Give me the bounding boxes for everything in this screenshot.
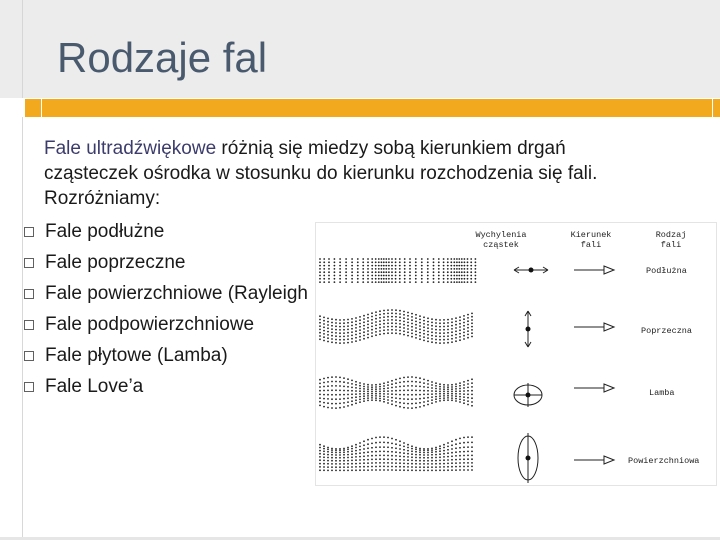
row-label-lamb: Lamba	[649, 388, 675, 398]
intro-text: różnią się miedzy sobą kierunkiem drgań cząsteczek ośrodka w stosunku do kierunku rozchodzenia się fali. Rozróżniamy:	[44, 138, 598, 209]
bullet-text: Fale płytowe (Lamba)	[45, 345, 228, 366]
header-displacement-line1: Wychylenia	[475, 230, 527, 240]
accent-bar	[42, 99, 712, 117]
bullet-item	[24, 251, 308, 282]
accent-square-left	[25, 99, 41, 117]
particle-motion-symbols	[514, 267, 548, 483]
intro-paragraph	[44, 136, 634, 211]
bullet-item	[24, 282, 308, 313]
header-type-line1: Rodzaj	[655, 230, 687, 240]
header-direction-line2: fali	[580, 240, 602, 250]
square-bullet-icon	[24, 289, 34, 299]
wave-types-figure	[315, 222, 717, 486]
row-label-transverse: Poprzeczna	[641, 326, 693, 336]
header-direction-line1: Kierunek	[570, 230, 612, 240]
bullet-item	[24, 375, 308, 406]
bullet-text: Fale podłużne	[45, 221, 165, 242]
square-bullet-icon	[24, 227, 34, 237]
accent-square-right	[713, 99, 720, 117]
slide-title: Rodzaje fal	[57, 34, 268, 81]
title-side-line	[22, 0, 23, 98]
left-rule	[22, 117, 23, 540]
bullet-text: Fale powierzchniowe (Rayleigh	[45, 283, 308, 304]
bullet-item	[24, 344, 308, 375]
square-bullet-icon	[24, 382, 34, 392]
square-bullet-icon	[24, 320, 34, 330]
square-bullet-icon	[24, 351, 34, 361]
header-displacement-line2: cząstek	[483, 240, 519, 250]
bullet-item	[24, 313, 308, 344]
header-type-line2: fali	[660, 240, 682, 250]
square-bullet-icon	[24, 258, 34, 268]
bullet-item	[24, 220, 308, 251]
intro-highlight: Fale ultradźwiękowe	[44, 138, 217, 159]
bullet-text: Fale Love’a	[45, 376, 144, 397]
direction-arrows	[574, 266, 614, 464]
bullet-text: Fale poprzeczne	[45, 252, 186, 273]
bullet-list	[24, 220, 308, 406]
bullet-text: Fale podpowierzchniowe	[45, 314, 255, 335]
row-label-longitudinal: Podłużna	[646, 266, 687, 276]
wave-types-diagram	[316, 223, 716, 485]
row-label-surface: Powierzchniowa	[628, 456, 700, 466]
particle-centers	[526, 268, 534, 461]
particle-dots	[319, 258, 476, 471]
